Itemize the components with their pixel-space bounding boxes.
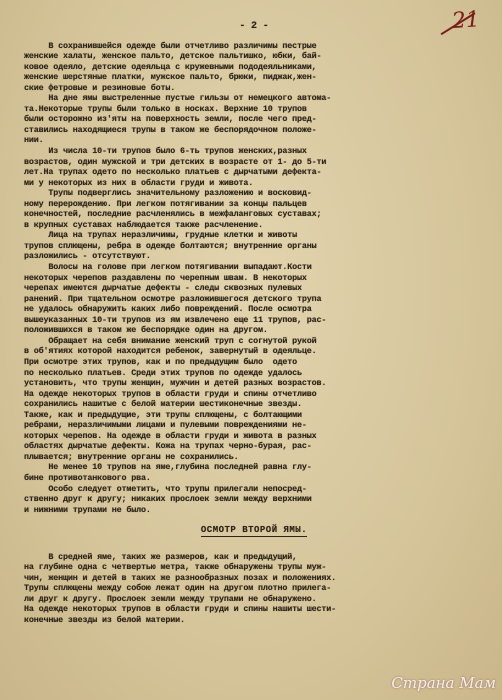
text-line: ребрами, неразличимыми лицами и пулевыми повреждениями не-	[24, 420, 307, 431]
text-line: конечностей, последние расчленялись в межфаланговых суставах;	[24, 209, 322, 220]
text-line: Не менее 10 трупов на яме,глубина последней равна глу-	[24, 462, 312, 473]
text-line: нии.	[24, 135, 44, 146]
text-line: В средней яме, таких же размеров, как и предыдущий,	[24, 551, 298, 562]
paragraph	[24, 262, 484, 336]
text-line: Трупы подверглись значительному разложению и восковид-	[24, 188, 312, 199]
paragraph	[24, 41, 484, 94]
text-line: та.Некоторые трупы были только в носках. Верхние 10 трупов	[24, 103, 307, 114]
paragraph	[24, 484, 484, 516]
text-line: областях дырчатые дефекты. Кожа на трупах черно-бурая, рас-	[24, 441, 312, 452]
text-line: сохранились нашитые с белой материи шестиконечные звезды.	[24, 399, 302, 410]
text-line: положившихся в таком же беспорядке один на другом.	[24, 325, 268, 336]
paragraphs-before-heading	[24, 41, 484, 516]
text-line: ставились находящиеся трупы в таком же беспорядочном положе-	[24, 124, 317, 135]
text-line: некоторых черепов раздавлены по черепным швам. В некоторых	[24, 272, 307, 283]
text-line: разложились - отсутствуют.	[24, 251, 151, 262]
text-line: Также, как и предыдущие, эти трупы сплющены, с болтающими	[24, 409, 302, 420]
text-line: Лица на трупах неразличимы, грудные клетки и животы	[24, 230, 298, 241]
text-line: и нижними трупами не было.	[24, 504, 151, 515]
text-line: в об'ятиях которой находится ребенок, завернутый в одеяльце.	[24, 346, 317, 357]
text-line: чин, женщин и детей в таких же разнообразных позах и положениях.	[24, 572, 337, 583]
document-body	[24, 22, 484, 626]
text-line: которых черепов. На одежде в области груди и живота в разных	[24, 430, 317, 441]
text-line: ли друг к другу. Прослоек земли между трупами не обнаружено.	[24, 593, 317, 604]
paragraph	[24, 336, 484, 463]
text-line: по несколько платьев. Среди этих трупов по одежде удалось	[24, 367, 302, 378]
text-line: На одежде некоторых трупов в области груди и спины отчетливо	[24, 388, 317, 399]
text-line: На одежде некоторых трупов в области груди и спины нашиты шести-	[24, 604, 337, 615]
paragraphs-after-heading	[24, 552, 484, 626]
text-line: ному перерождению. При легком потягивании за концы пальцев	[24, 198, 307, 209]
text-line: ранений. При тщательном осмотре разложившегося детского трупа	[24, 293, 322, 304]
text-line: Из числа 10-ти трупов было 6-ть трупов женских,разных	[24, 146, 307, 157]
paragraph	[24, 230, 484, 262]
text-line: ми у некоторых из них в области груди и живота.	[24, 177, 254, 188]
text-line: ковое одеяло, детские одеяльца с кружевными пододеяльниками,	[24, 61, 317, 72]
text-line: Волосы на голове при легком потягивании выпадают.Кости	[24, 262, 312, 273]
text-line: ственно друг к другу; никаких прослоек земли между верхними	[24, 494, 312, 505]
text-line: На дне ямы выстреленные пустые гильзы от немецкого автома-	[24, 93, 332, 104]
text-line: были осторожно из'яты на поверхность земли, после чего пред-	[24, 114, 317, 125]
text-line: При осмотре этих трупов, как и по предыдущим было одето	[24, 356, 298, 367]
text-line: конечные звезды из белой материи.	[24, 614, 185, 625]
text-line: лет.На трупах одето по несколько платьев с дырчатыми дефекта-	[24, 167, 322, 178]
text-line: В сохранившейся одежде были отчетливо различимы пестрые	[24, 40, 317, 51]
paragraph	[24, 462, 484, 483]
text-line: женские халаты, женское пальто, детское пальтишко, юбки, бай-	[24, 51, 322, 62]
text-line: плывается; внутренние органы не сохранились.	[24, 451, 239, 462]
paragraph	[24, 93, 484, 146]
paragraph	[24, 146, 484, 188]
page-number: - 2 -	[239, 21, 269, 32]
text-line: возрастов, один мужской и три детских в возрасте от 1- до 5-ти	[24, 156, 327, 167]
text-line: в крупных суставах наблюдается также расчленение.	[24, 219, 263, 230]
text-line: Особо следует отметить, что трупы прилегали непосред-	[24, 483, 307, 494]
archive-number: 21	[450, 7, 481, 35]
paragraph	[24, 188, 484, 230]
text-line: ские фетровые и резиновые боты.	[24, 82, 176, 93]
text-line: на глубине одна с четвертью метра, также обнаружены трупы муж-	[24, 562, 327, 573]
text-line: вышеуказанных 10-ти трупов из ям извлечено еще 11 трупов, рас-	[24, 314, 327, 325]
text-line: установить, что трупы женщин, мужчин и детей разных возрастов.	[24, 378, 327, 389]
text-line: Обращает на себя внимание женский труп с согнутой рукой	[24, 335, 317, 346]
section-heading-text: ОСМОТР ВТОРОЙ ЯМЫ.	[200, 525, 308, 536]
text-line: бине противотанкового рва.	[24, 472, 151, 483]
text-line: черепах имеются дырчатые дефекты - следы сквозных пулевых	[24, 283, 302, 294]
text-line: женские шерстяные платки, мужское пальто, брюки, пиджак,жен-	[24, 72, 317, 83]
text-line: трупов сплющены, ребра в одежде болтаются; внутренние органы	[24, 240, 317, 251]
paragraph	[24, 552, 484, 626]
section-heading	[24, 525, 484, 536]
text-line: Трупы сплющены между собою лежат один на другом плотно прилега-	[24, 583, 332, 594]
text-line: не удалось обнаружить каких либо повреждений. После осмотра	[24, 304, 312, 315]
site-watermark: Страна Мам	[391, 674, 496, 692]
